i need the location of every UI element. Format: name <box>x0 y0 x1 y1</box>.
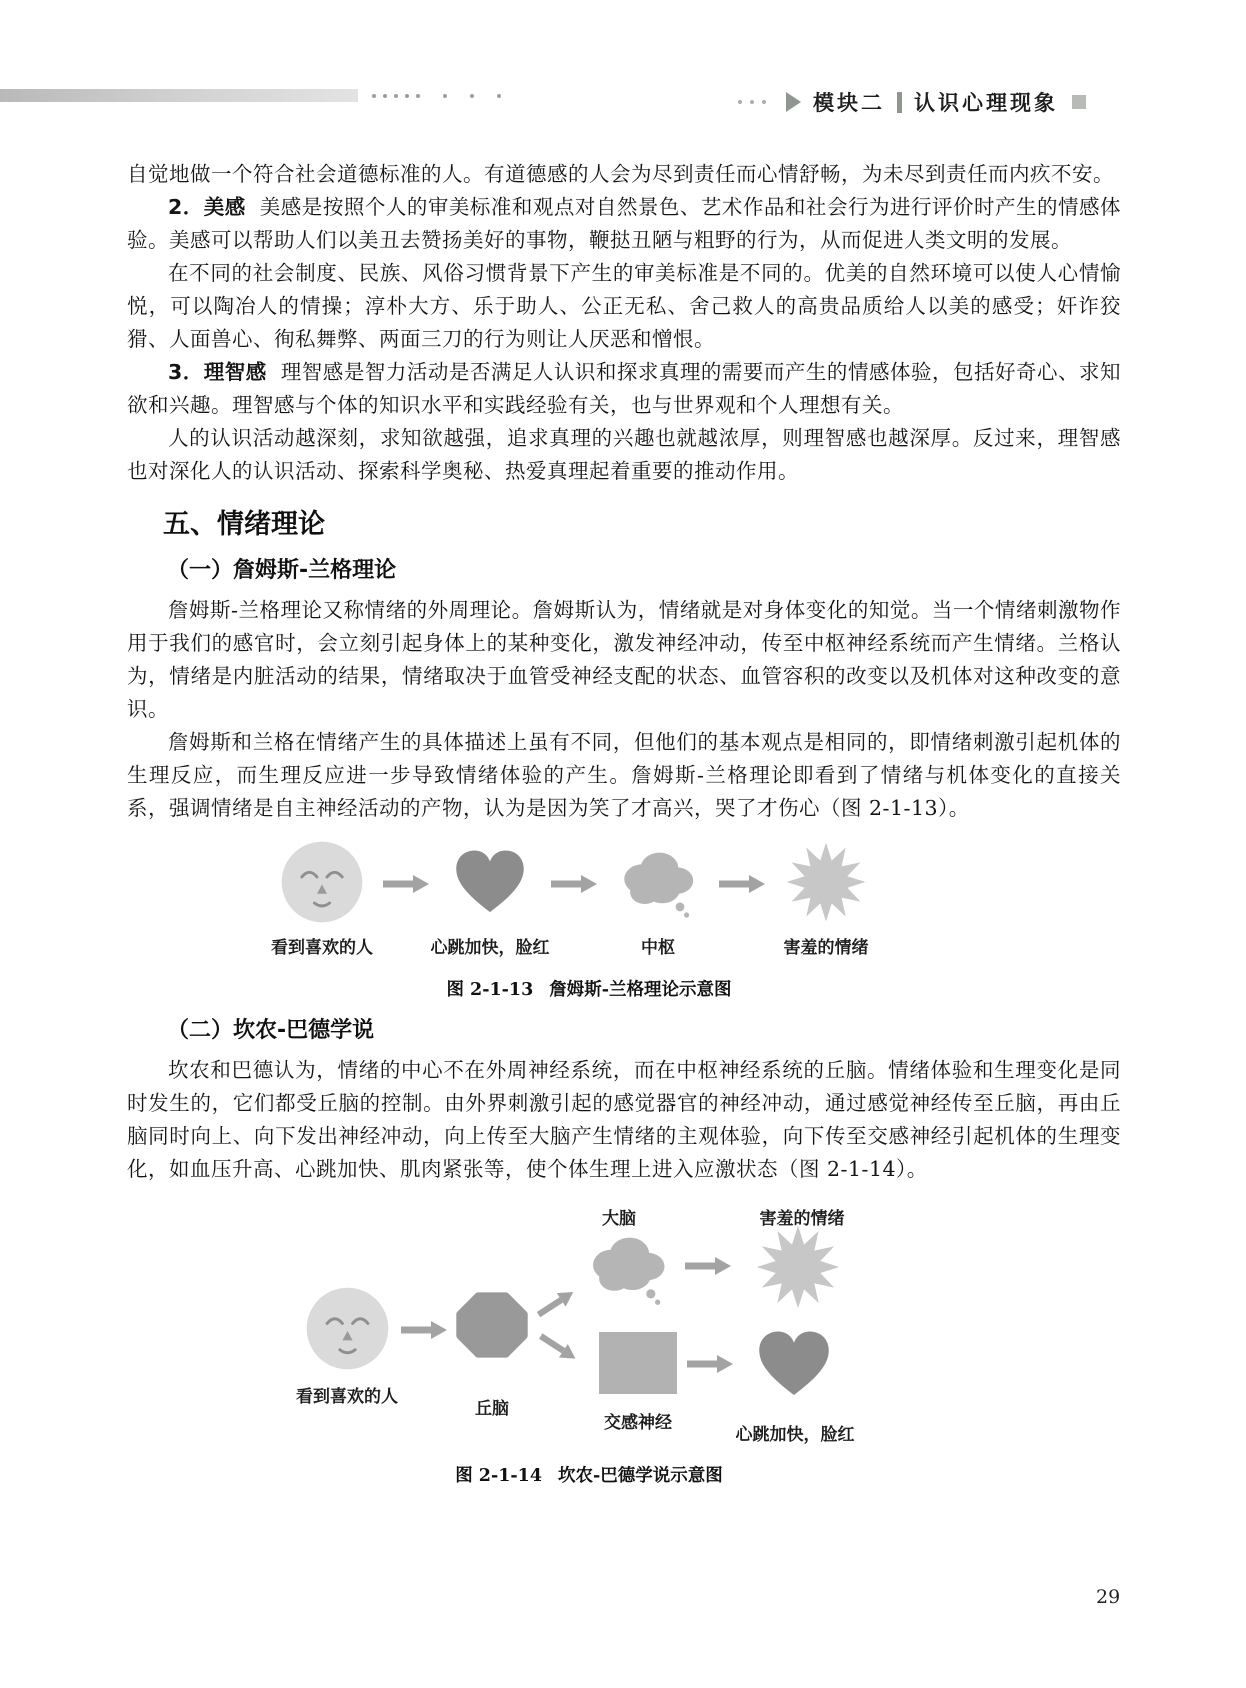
figure-2-1-13 <box>127 841 1121 1001</box>
diagram-node-face <box>261 841 383 958</box>
chapter-label: 认识心理现象 <box>914 91 1058 115</box>
paragraph-aesthetic-sense <box>127 191 1121 257</box>
subheading-cannon-bard: （二）坎农-巴德学说 <box>167 1018 375 1043</box>
label-face: 看到喜欢的人 <box>296 1387 398 1407</box>
starburst-icon <box>783 841 869 923</box>
arrow-right-icon <box>687 1354 733 1378</box>
header-dots <box>372 94 508 98</box>
divider-bar-icon <box>897 92 902 113</box>
cloud-icon <box>614 841 702 923</box>
figure-2-1-13-caption <box>127 976 1121 1001</box>
label-face: 看到喜欢的人 <box>271 938 373 958</box>
figure-2-1-14 <box>127 1202 1121 1487</box>
header-gradient-bar <box>0 89 358 102</box>
diagram-node-heart <box>429 841 551 958</box>
diagram-node-burst <box>765 841 887 958</box>
paragraph-rational-sense <box>127 356 1121 422</box>
square-icon <box>1072 95 1086 109</box>
arrow-up-right-icon <box>533 1284 582 1326</box>
page-number: 29 <box>1096 1586 1121 1608</box>
starburst-icon <box>753 1224 843 1314</box>
figure-2-1-13-diagram <box>127 841 1121 958</box>
figure-2-1-14-diagram <box>127 1202 1121 1444</box>
face-icon <box>280 841 364 923</box>
header-mini-dots <box>730 100 766 104</box>
arrow-right-icon <box>685 1256 731 1280</box>
paragraph-aesthetic-sense-2: 在不同的社会制度、民族、风俗习惯背景下产生的审美标准是不同的。优美的自然环境可以使人心情愉悦，可以陶冶人的情操；淳朴大方、乐于助人、公正无私、舍己救人的高贵品质给人以美的感受；奸诈狡猾、人面兽心、徇私舞弊、两面三刀的行为则让人厌恶和憎恨。 <box>127 261 1121 351</box>
figure-2-1-14-caption <box>127 1462 1121 1487</box>
rational-sense-text: 理智感是智力活动是否满足人认识和探求真理的需要而产生的情感体验，包括好奇心、求知欲和兴趣。理智感与个体的知识水平和实践经验有关，也与世界观和个人理想有关。 <box>127 360 1122 417</box>
figure-number: 图 2-1-14 <box>455 1466 543 1486</box>
label-center: 中枢 <box>641 938 675 958</box>
octagon-shape <box>454 1290 530 1364</box>
paragraph-james-lange-1: 詹姆斯-兰格理论又称情绪的外周理论。詹姆斯认为，情绪就是对身体变化的知觉。当一个情绪刺激物作用于我们的感官时，会立刻引起身体上的某种变化，激发神经冲动，传至中枢神经系统而产生情绪。兰格认为，情绪是内脏活动的结果，情绪取决于血管受神经支配的状态、血管容积的改变以及机体对这种改变的意识。 <box>127 598 1121 721</box>
paragraph-james-lange-2: 詹姆斯和兰格在情绪产生的具体描述上虽有不同，但他们的基本观点是相同的，即情绪刺激引起机体的生理反应，而生理反应进一步导致情绪体验的产生。詹姆斯-兰格理论即看到了情绪与机体变化的直接关系，强调情绪是自主神经活动的产物，认为是因为笑了才高兴，哭了才伤心（图 2-1-13）。 <box>127 730 1121 820</box>
rectangle-shape <box>599 1332 677 1394</box>
arrow-down-right-icon <box>533 1328 582 1370</box>
arrow-right-icon <box>401 1320 447 1344</box>
arrow-right-icon <box>383 874 429 898</box>
aesthetic-sense-lead: 2．美感 <box>168 195 246 219</box>
aesthetic-sense-text: 美感是按照个人的审美标准和观点对自然景色、艺术作品和社会行为进行评价时产生的情感体验。美感可以帮助人们以美丑去赞扬美好的事物，鞭挞丑陋与粗野的行为，从而促进人类文明的发展。 <box>127 195 1122 252</box>
face-icon <box>305 1286 390 1375</box>
cloud-icon <box>582 1230 674 1310</box>
arrow-right-icon <box>551 874 597 898</box>
paragraph-cannon-bard: 坎农和巴德认为，情绪的中心不在外周神经系统，而在中枢神经系统的丘脑。情绪体验和生理变化是同时发生的，它们都受丘脑的控制。由外界刺激引起的感觉器官的神经冲动，通过感觉神经传至丘脑，再由丘脑同时向上、向下发出神经冲动，向上传至大脑产生情绪的主观体验，向下传至交感神经引起机体的生理变化，如血压升高、心跳加快、肌肉紧张等，使个体生理上进入应激状态（图 2-1-14）。 <box>127 1058 1121 1181</box>
diagram-node-center <box>597 841 719 958</box>
paragraph-rational-sense-2: 人的认识活动越深刻，求知欲越强，追求真理的兴趣也就越浓厚，则理智感也越深厚。反过来，理智感也对深化人的认识活动、探索科学奥秘、热爱真理起着重要的推动作用。 <box>127 426 1121 483</box>
figure-title: 詹姆斯-兰格理论示意图 <box>549 980 732 1000</box>
subheading-james-lange: （一）詹姆斯-兰格理论 <box>167 558 397 583</box>
label-sympathetic: 交感神经 <box>604 1413 672 1433</box>
page-header <box>0 86 1246 118</box>
paragraph-moral-continuation: 自觉地做一个符合社会道德标准的人。有道德感的人会为尽到责任而心情舒畅，为未尽到责任而内疚不安。 <box>127 162 1114 186</box>
label-burst: 害羞的情绪 <box>783 938 869 958</box>
label-brain: 大脑 <box>602 1209 636 1229</box>
heart-icon <box>755 1330 833 1402</box>
section-heading-emotion-theory: 五、情绪理论 <box>163 509 325 540</box>
label-thalamus: 丘脑 <box>475 1399 509 1419</box>
running-head <box>730 86 1086 118</box>
page-content <box>127 158 1121 1491</box>
heart-icon <box>453 841 527 923</box>
figure-number: 图 2-1-13 <box>446 980 534 1000</box>
label-heart: 心跳加快，脸红 <box>735 1425 855 1445</box>
module-label: 模块二 <box>813 91 885 115</box>
rational-sense-lead: 3．理智感 <box>168 360 267 384</box>
arrow-right-icon <box>719 874 765 898</box>
label-heart: 心跳加快，脸红 <box>430 938 550 958</box>
triangle-icon <box>786 92 801 112</box>
figure-title: 坎农-巴德学说示意图 <box>558 1466 723 1486</box>
label-burst: 害羞的情绪 <box>759 1209 845 1229</box>
